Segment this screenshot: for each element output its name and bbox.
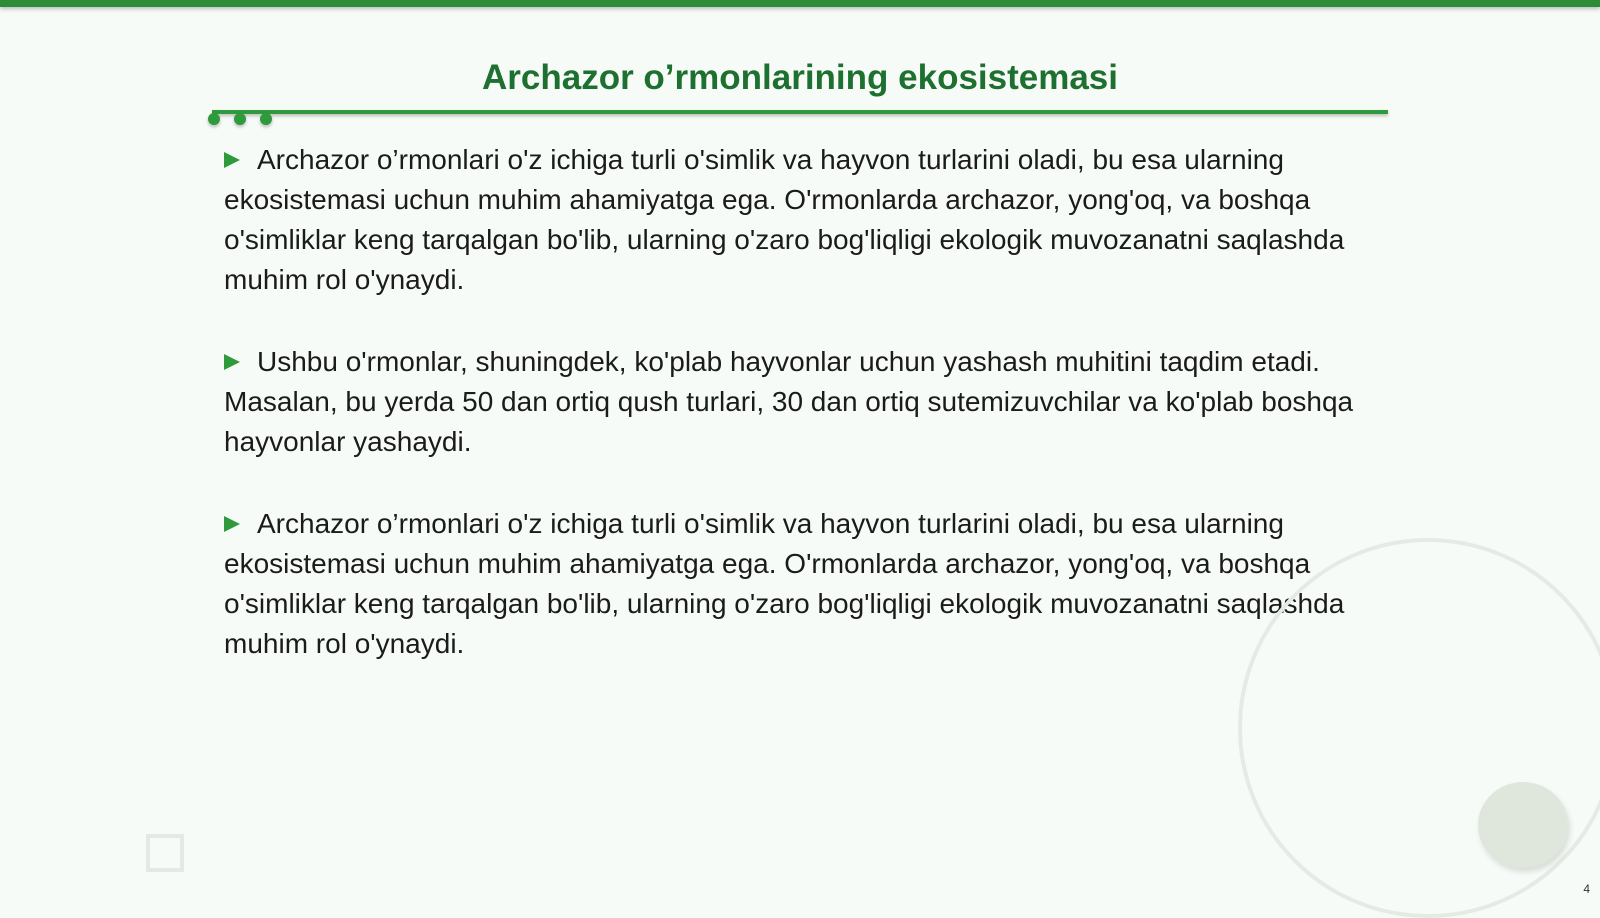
- bullet-paragraph: [224, 504, 1384, 664]
- triangle-right-icon: [224, 516, 240, 532]
- underline-dot: [208, 113, 220, 125]
- bullet-paragraph: [224, 342, 1384, 462]
- paragraph-text: Archazor o’rmonlari o'z ichiga turli o'simlik va hayvon turlarini oladi, bu esa ularning ekosistemasi uchun muhim ahamiyatga ega. O'rmonlarda archazor, yong'oq, va boshqa o'simliklar keng tarqalgan bo'lib, ularning o'zaro bog'liqligi ekologik muvozanatni saqlashda muhim rol o'ynaydi.: [224, 144, 1345, 295]
- slide-body: [224, 140, 1384, 706]
- triangle-right-icon: [224, 354, 240, 370]
- top-accent-bar: [0, 0, 1600, 7]
- underline-dot: [260, 113, 272, 125]
- underline-dot: [234, 113, 246, 125]
- decorative-circle: [1478, 782, 1568, 868]
- title-underline: [212, 110, 1388, 114]
- triangle-right-icon: [224, 152, 240, 168]
- decorative-square: [146, 834, 184, 872]
- slide-number: 4: [1583, 882, 1590, 896]
- bullet-paragraph: [224, 140, 1384, 300]
- paragraph-text: Archazor o’rmonlari o'z ichiga turli o'simlik va hayvon turlarini oladi, bu esa ularning ekosistemasi uchun muhim ahamiyatga ega. O'rmonlarda archazor, yong'oq, va boshqa o'simliklar keng tarqalgan bo'lib, ularning o'zaro bog'liqligi ekologik muvozanatni saqlashda muhim rol o'ynaydi.: [224, 508, 1345, 659]
- paragraph-text: Ushbu o'rmonlar, shuningdek, ko'plab hayvonlar uchun yashash muhitini taqdim etadi. Masalan, bu yerda 50 dan ortiq qush turlari, 30 dan ortiq sutemizuvchilar va ko'plab boshqa hayvonlar yashaydi.: [224, 346, 1354, 457]
- slide-title: Archazor o’rmonlarining ekosistemasi: [481, 58, 1118, 97]
